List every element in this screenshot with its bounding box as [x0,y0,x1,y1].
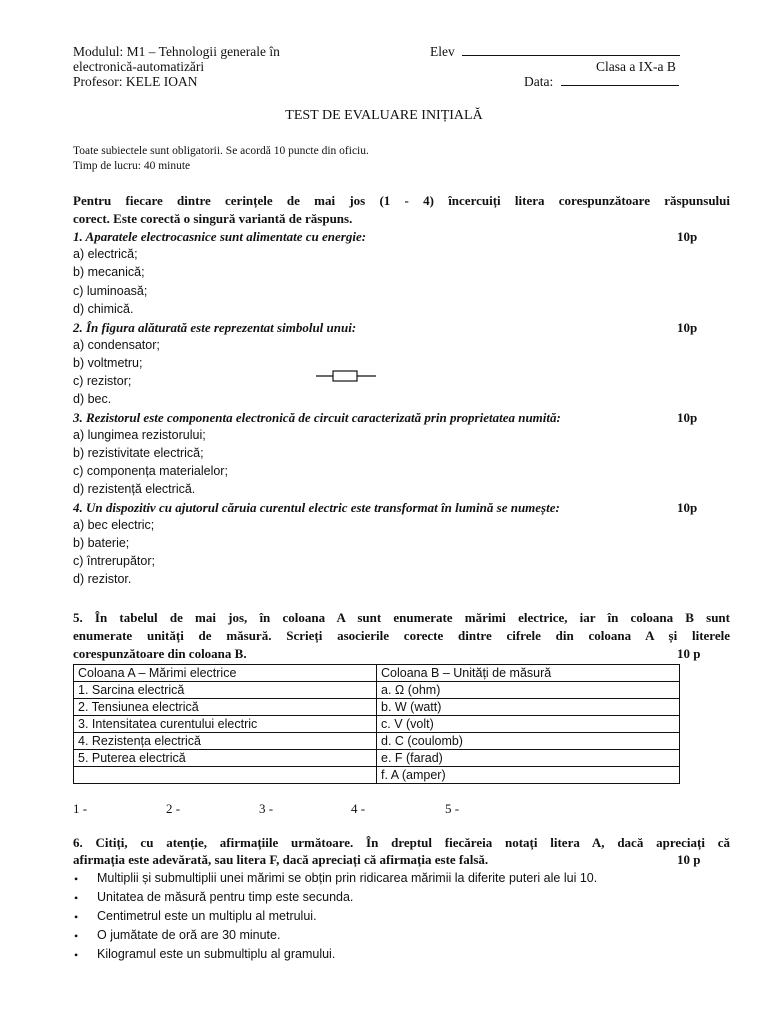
statement-3[interactable]: Centimetrul este un multiplu al metrului. [97,909,317,923]
column-b-cell: a. Ω (ohm) [377,682,680,699]
answer-slot-2[interactable]: 2 - [166,801,181,816]
statement-4[interactable]: O jumătate de oră are 30 minute. [97,928,281,942]
column-a-cell: 4. Rezistența electrică [74,733,377,750]
answer-slot-4[interactable]: 4 - [351,801,366,816]
question-5-line-3: corespunzătoare din coloana B. [73,646,247,661]
bullet-icon: • [74,910,79,924]
bullet-icon: • [74,872,79,886]
q3-option-c[interactable]: c) componența materialelor; [73,464,228,478]
instructions-line-1: Pentru fiecare dintre cerințele de mai jos (1 - 4) încercuiți litera corespunzătoare răspunsului [73,193,730,208]
column-a-cell: 3. Intensitatea curentului electric [74,716,377,733]
question-1-points: 10p [677,229,698,244]
column-b-cell: d. C (coulomb) [377,733,680,750]
q1-option-a[interactable]: a) electrică; [73,247,138,261]
column-b-cell: c. V (volt) [377,716,680,733]
q2-option-b[interactable]: b) voltmetru; [73,356,143,370]
association-table [73,664,680,784]
bullet-icon: • [74,948,79,962]
instructions-line-2: corect. Este corectă o singură variantă de răspuns. [73,211,353,226]
header-column-a: Coloana A – Mărimi electrice [74,665,377,682]
table-row [74,716,680,733]
column-a-cell: 2. Tensiunea electrică [74,699,377,716]
question-5-line-1: 5. În tabelul de mai jos, în coloana A sunt enumerate mărimi electrice, iar în coloana B sunt [73,610,730,625]
teacher-name: Profesor: KELE IOAN [73,74,198,89]
table-row [74,750,680,767]
q4-option-b[interactable]: b) baterie; [73,536,130,550]
column-a-cell: 1. Sarcina electrică [74,682,377,699]
table-header-row [74,665,680,682]
question-5-points: 10 p [677,646,701,661]
statement-2[interactable]: Unitatea de măsură pentru timp este secunda. [97,890,354,904]
answer-slot-5[interactable]: 5 - [445,801,460,816]
header-column-b: Coloana B – Unități de măsură [377,665,680,682]
question-4-points: 10p [677,500,698,515]
answer-slot-1[interactable]: 1 - [73,801,88,816]
table-row [74,682,680,699]
intro-line-2: Timp de lucru: 40 minute [73,160,191,172]
statement-5[interactable]: Kilogramul este un submultiplu al gramului. [97,947,336,961]
question-4-text: 4. Un dispozitiv cu ajutorul căruia curentul electric este transformat în lumină se numește: [73,500,560,515]
module-name-line2: electronică-automatizări [73,59,205,74]
column-b-cell: e. F (farad) [377,750,680,767]
q4-option-d[interactable]: d) rezistor. [73,572,132,586]
question-6-points: 10 p [677,852,701,867]
table-row [74,733,680,750]
column-a-cell: 5. Puterea electrică [74,750,377,767]
student-label: Elev [430,44,455,59]
column-b-cell: b. W (watt) [377,699,680,716]
question-3-text: 3. Rezistorul este componenta electronică de circuit caracterizată prin proprietatea numită: [73,410,561,425]
q1-option-b[interactable]: b) mecanică; [73,265,145,279]
student-field[interactable] [430,44,680,60]
column-a-cell [74,767,377,784]
student-blank[interactable] [462,45,680,56]
q3-option-b[interactable]: b) rezistivitate electrică; [73,446,204,460]
q1-option-c[interactable]: c) luminoasă; [73,284,148,298]
answer-slot-3[interactable]: 3 - [259,801,274,816]
date-blank[interactable] [561,75,679,86]
intro-line-1: Toate subiectele sunt obligatorii. Se acordă 10 puncte din oficiu. [73,145,369,157]
q1-option-d[interactable]: d) chimică. [73,302,134,316]
bullet-icon: • [74,929,79,943]
bullet-icon: • [74,891,79,905]
question-1-text: 1. Aparatele electrocasnice sunt alimentate cu energie: [73,229,367,244]
q2-option-a[interactable]: a) condensator; [73,338,160,352]
q4-option-a[interactable]: a) bec electric; [73,518,155,532]
resistor-symbol-icon [315,369,377,383]
module-name-line1: Modulul: M1 – Tehnologii generale în [73,44,280,59]
question-6-line-2: afirmația este adevărată, sau litera F, dacă apreciați că afirmația este falsă. [73,852,489,867]
statement-1[interactable]: Multiplii și submultiplii unei mărimi se obțin prin ridicarea mărimii la diferite puteri ale lui 10. [97,871,598,885]
q3-option-a[interactable]: a) lungimea rezistorului; [73,428,206,442]
question-2-points: 10p [677,320,698,335]
q4-option-c[interactable]: c) întrerupător; [73,554,155,568]
question-5-line-2: enumerate unități de măsură. Scrieți asocierile corecte dintre cifrele din coloana A și literele [73,628,730,643]
question-2-text: 2. În figura alăturată este reprezentat simbolul unui: [73,320,357,335]
column-b-cell: f. A (amper) [377,767,680,784]
page-title: TEST DE EVALUARE INIȚIALĂ [285,108,483,123]
table-row [74,767,680,784]
question-3-points: 10p [677,410,698,425]
q3-option-d[interactable]: d) rezistență electrică. [73,482,196,496]
table-row [74,699,680,716]
class-label: Clasa a IX-a B [596,59,676,74]
q2-option-d[interactable]: d) bec. [73,392,112,406]
date-field[interactable] [524,74,679,90]
q2-option-c[interactable]: c) rezistor; [73,374,132,388]
date-label: Data: [524,74,554,89]
question-6-line-1: 6. Citiți, cu atenție, afirmațiile următoare. În dreptul fiecăreia notați litera A, dacă apreciați că [73,835,730,850]
